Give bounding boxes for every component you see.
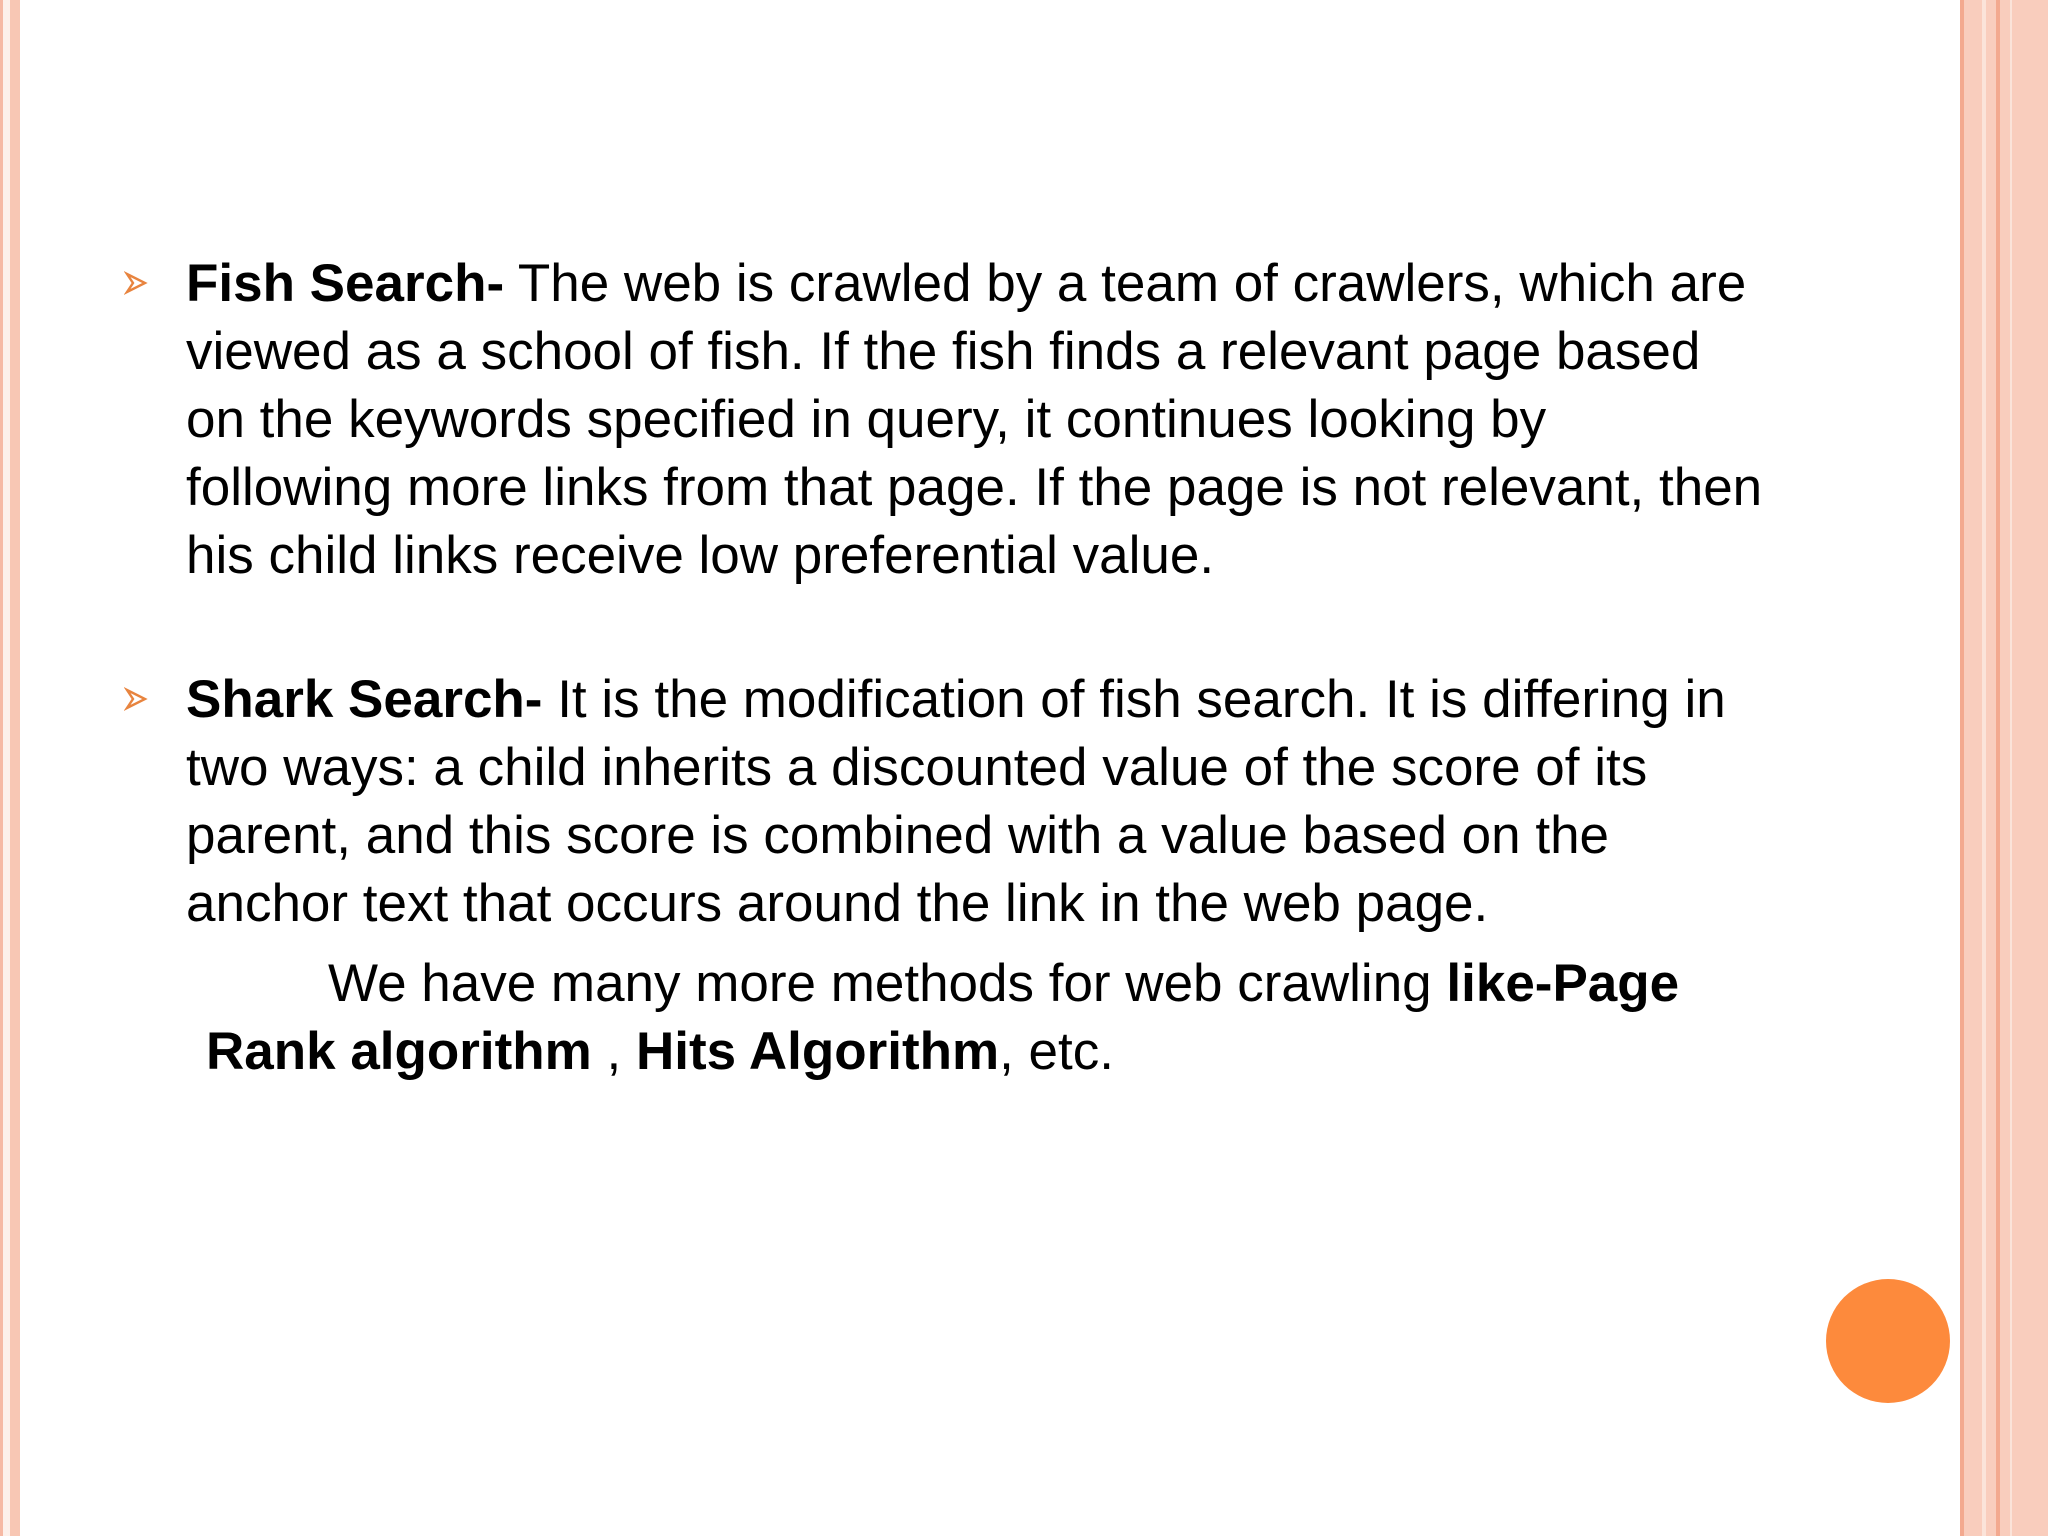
right-border-stripe bbox=[2010, 0, 2012, 1536]
left-border-gap bbox=[3, 0, 10, 1536]
bullet-text: It is the modification of fish search. It is differing in two ways: a child inherits a discounted value of the score of its parent, and this score is combined with a value based on the anchor text that occurs around the link in the web page. bbox=[186, 670, 1726, 933]
bullet-term: Shark Search- bbox=[186, 670, 543, 729]
right-border-stripe bbox=[1996, 0, 2000, 1536]
bullet-term: Fish Search- bbox=[186, 254, 505, 313]
closing-paragraph bbox=[124, 950, 1764, 1086]
right-border-stripe bbox=[1982, 0, 1986, 1536]
closing-tail: , etc. bbox=[999, 1022, 1114, 1081]
slide-body bbox=[124, 250, 1764, 1139]
bullet-text: The web is crawled by a team of crawlers, which are viewed as a school of fish. If the fish finds a relevant page based on the keywords specified in query, it continues looking by following more links from that page. If the page is not relevant, then his child links receive low preferential value. bbox=[186, 254, 1763, 585]
bullet-fish-search bbox=[124, 250, 1764, 590]
closing-separator: , bbox=[591, 1022, 636, 1081]
method-page-rank: Page Rank algorithm bbox=[206, 954, 1680, 1081]
right-border-stripe bbox=[1960, 0, 1964, 1536]
left-border-band bbox=[10, 0, 20, 1536]
closing-like: like- bbox=[1446, 954, 1553, 1013]
decorative-circle bbox=[1826, 1279, 1950, 1403]
arrow-bullet-icon bbox=[124, 271, 148, 295]
bullet-shark-search bbox=[124, 666, 1764, 938]
right-border-rail bbox=[1960, 0, 2048, 1536]
arrow-bullet-icon bbox=[124, 687, 148, 711]
closing-lead: We have many more methods for web crawling bbox=[328, 954, 1447, 1013]
method-hits: Hits Algorithm bbox=[635, 1022, 1000, 1081]
